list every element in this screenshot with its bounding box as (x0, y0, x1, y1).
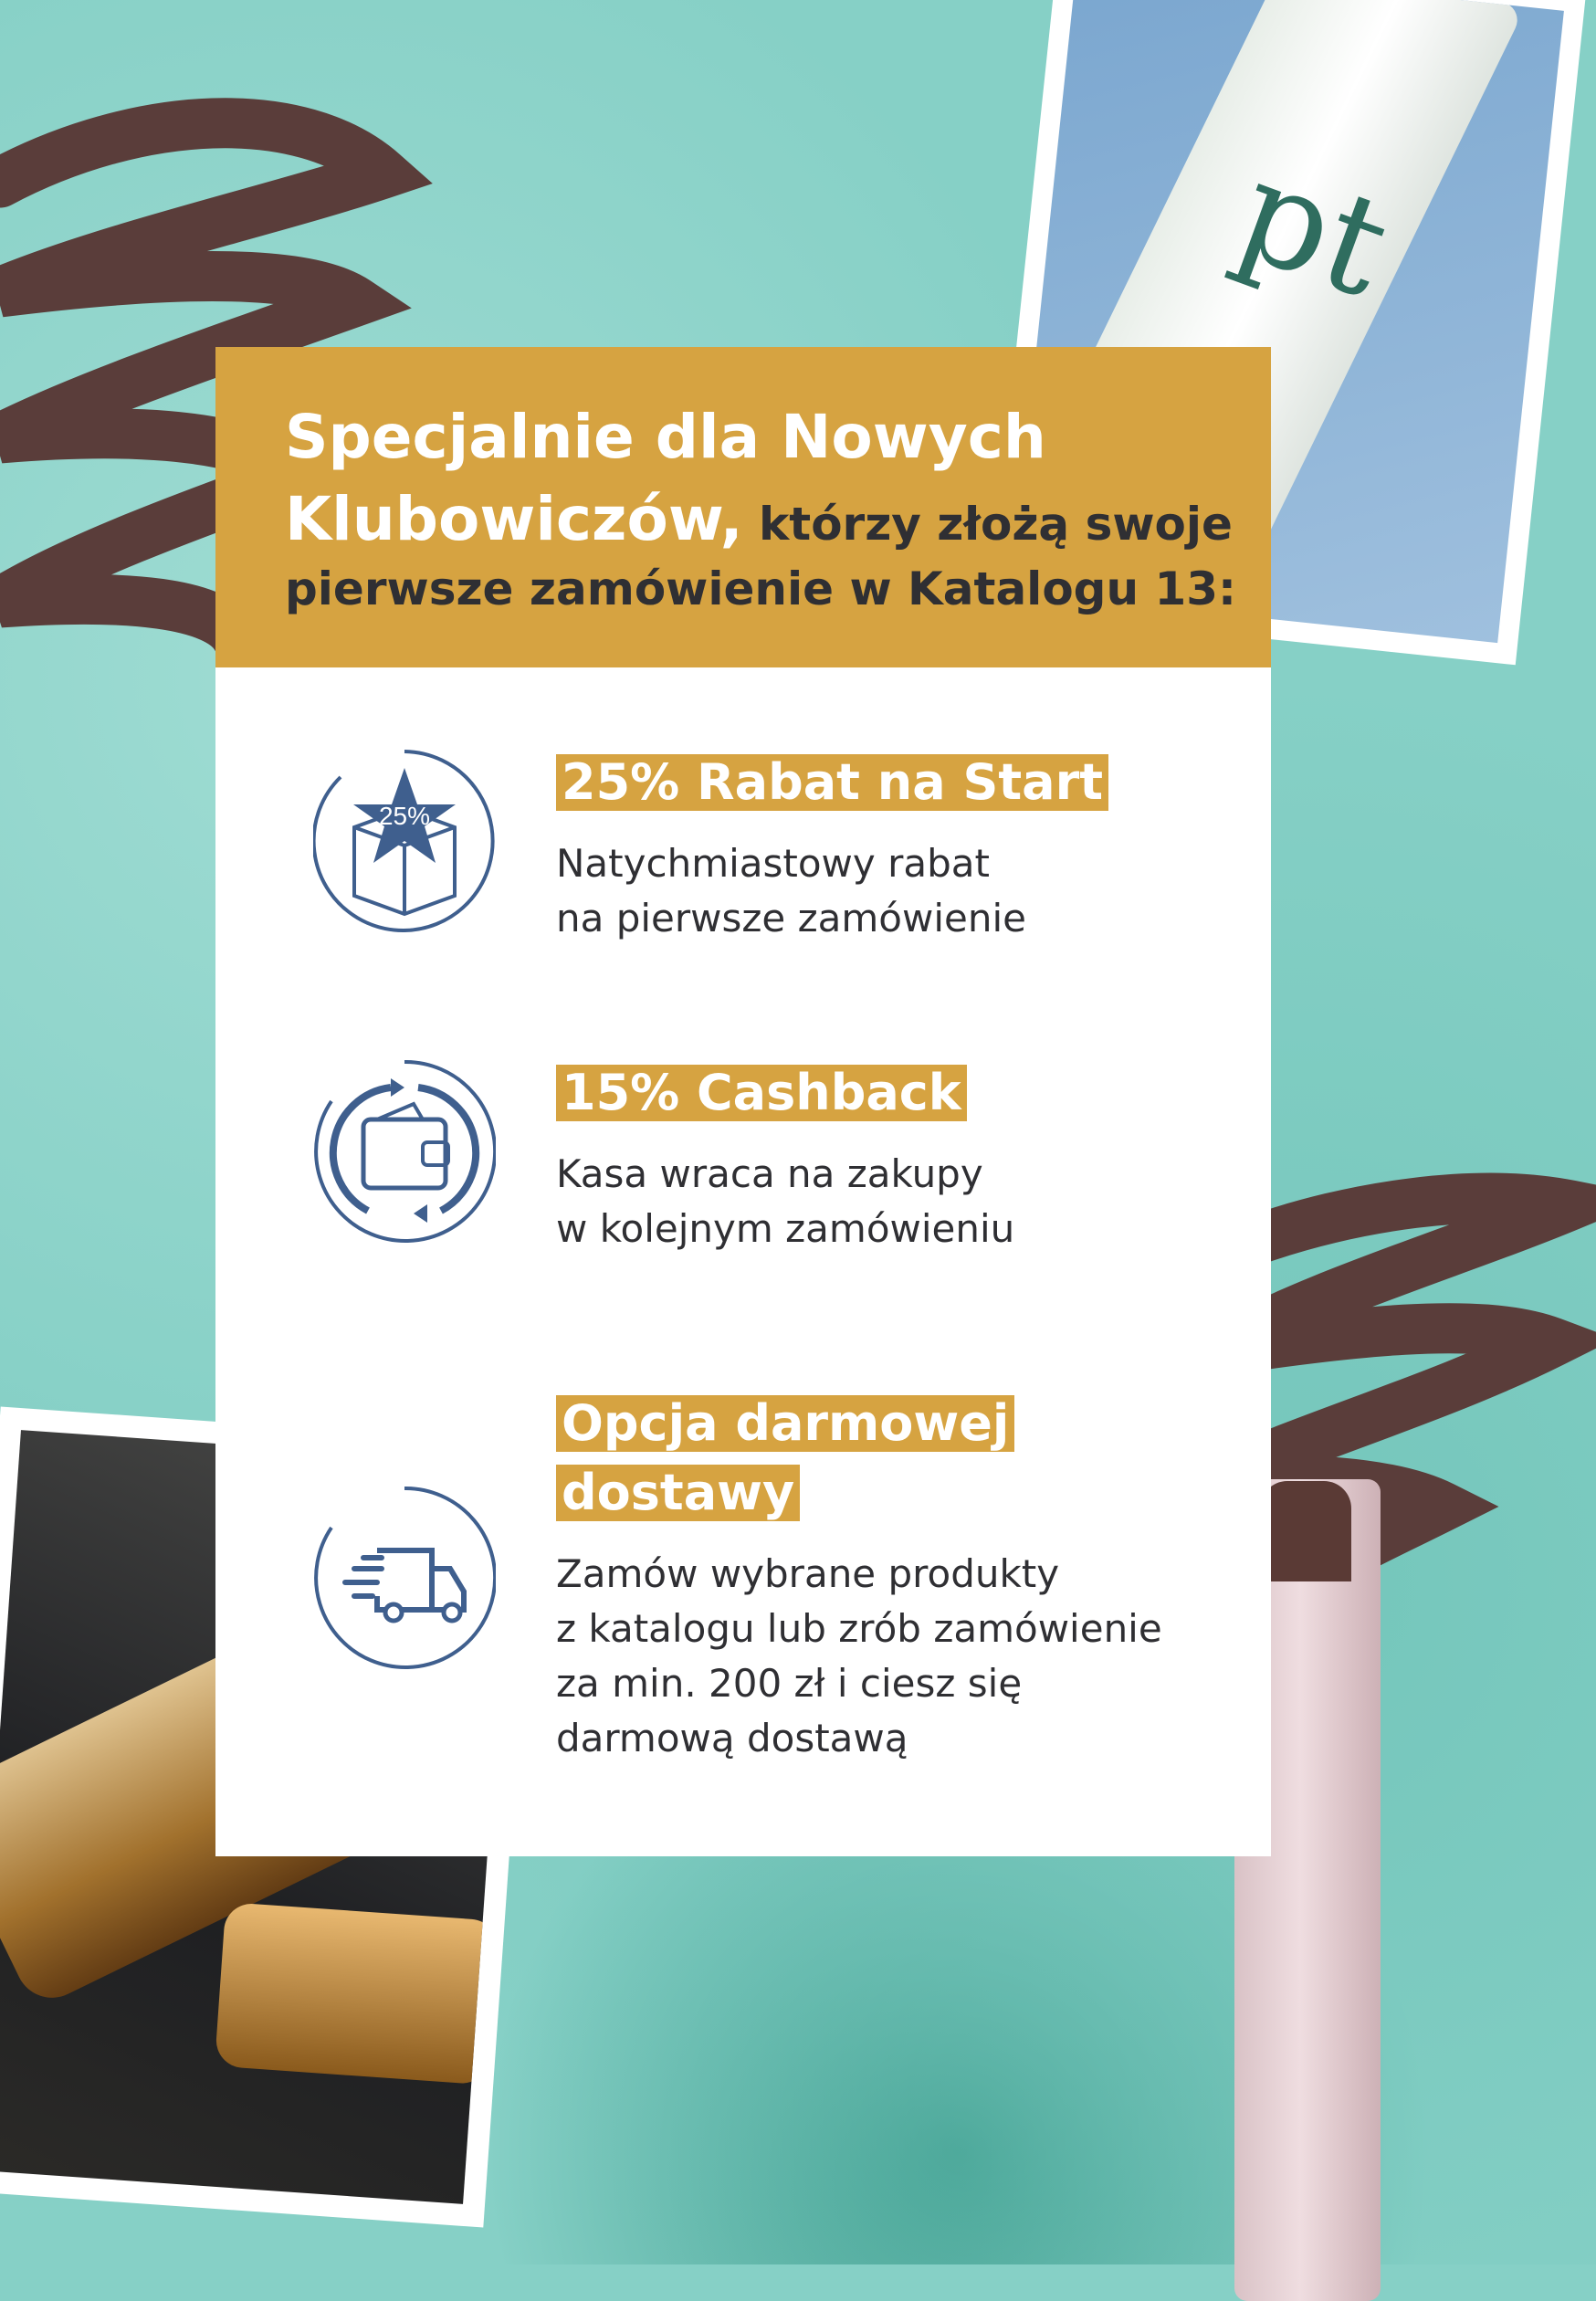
icon-discount-text: 25% (378, 802, 431, 830)
eyeliner-pencil-tip (1260, 1481, 1351, 1581)
wallet-cycle-icon (313, 1060, 496, 1243)
benefit-title-discount: 25% Rabat na Start (556, 754, 1108, 811)
benefit-text-line: z katalogu lub zrób zamówienie (556, 1606, 1162, 1651)
delivery-truck-icon (313, 1487, 496, 1669)
benefit-text-line: Natychmiastowy rabat (556, 841, 990, 886)
benefit-text-line: Kasa wraca na zakupy (556, 1151, 983, 1196)
header-title-line1: Specjalnie dla Nowych (285, 402, 1046, 472)
offer-header (215, 347, 1271, 667)
benefit-text-line: darmową dostawą (556, 1716, 908, 1760)
benefit-title-cashback: 15% Cashback (556, 1065, 967, 1121)
offer-card (215, 347, 1271, 1856)
benefit-title-free-delivery-line2: dostawy (556, 1465, 800, 1521)
benefit-text-line: za min. 200 zł i ciesz się (556, 1661, 1023, 1706)
benefit-text-line: w kolejnym zamówieniu (556, 1206, 1015, 1251)
benefit-text-line: na pierwsze zamówienie (556, 896, 1026, 940)
benefit-text-line: Zamów wybrane produkty (556, 1551, 1060, 1596)
benefit-title-free-delivery: Opcja darmowej (556, 1395, 1014, 1452)
header-title-line3: pierwsze zamówienie w Katalogu 13: (285, 562, 1237, 615)
header-title-line2: Klubowiczów, którzy złożą swoje (285, 484, 1233, 554)
star-box-discount-icon (313, 750, 496, 932)
product-logo: pt (1219, 131, 1408, 330)
